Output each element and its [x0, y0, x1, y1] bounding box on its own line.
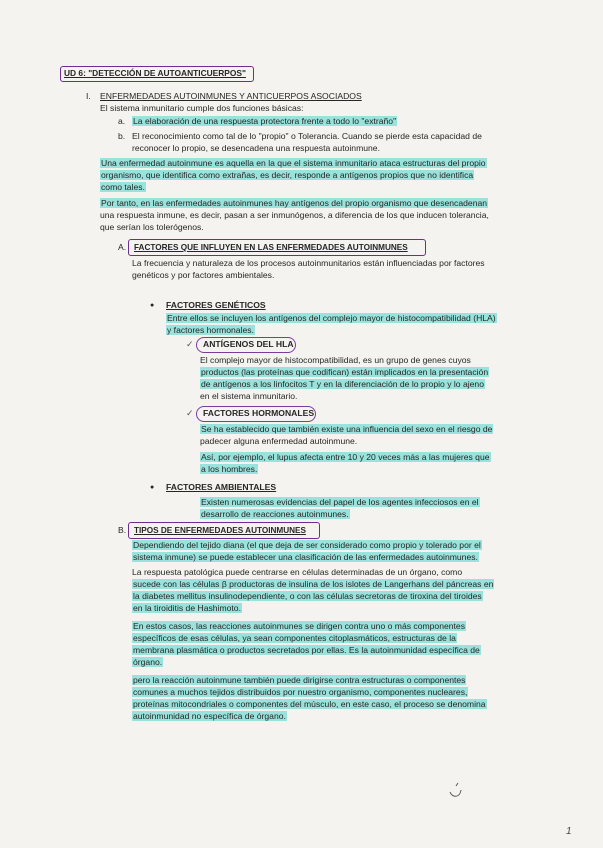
types-p1-line-1: [132, 540, 482, 551]
section-a-heading: FACTORES QUE INFLUYEN EN LAS ENFERMEDADES AUTOINMUNES: [134, 243, 408, 252]
environmental-heading: FACTORES AMBIENTALES: [166, 482, 277, 492]
environmental-highlight-1: Existen numerosas evidencias del papel de los agentes infecciosos en el: [201, 497, 479, 507]
types-p2-line-4: [132, 603, 242, 614]
page-title: UD 6: "DETECCIÓN DE AUTOANTICUERPOS": [64, 68, 246, 78]
definition-highlight-1: Una enfermedad autoinmune es aquella en la que el sistema inmunitario ataca estructuras del propio: [101, 158, 486, 168]
section-a-intro-1: La frecuencia y naturaleza de los procesos autoinmunitarios están influenciadas por factores: [132, 258, 485, 268]
environmental-text-2: [200, 509, 350, 520]
types-p4-highlight-2: comunes a muchos tejidos distribuidos por nuestro organismo, componentes nucleares,: [133, 687, 468, 697]
hla-highlight-2: productos (las proteínas que codifican) están implicados en la presentación: [201, 367, 489, 377]
section-a-letter: A.: [118, 242, 127, 252]
types-p2-line-2: [132, 579, 494, 590]
hla-text-4: en el sistema inmunitario.: [200, 391, 298, 401]
types-p2-line-1: La respuesta patológica puede centrarse en células determinadas de un órgano, como: [132, 567, 463, 577]
antigens-line-1: [100, 198, 488, 209]
types-p4-line-3: [132, 699, 487, 710]
antigens-line-3: que serían los tolerógenos.: [100, 222, 204, 232]
section-1-heading: ENFERMEDADES AUTOINMUNES Y ANTICUERPOS ASOCIADOS: [100, 91, 362, 101]
pen-scribble-mark: [446, 780, 466, 800]
types-p1-line-2: [132, 552, 479, 563]
function-b-text-2: reconocer lo propio, se desencadena una respuesta autoinmune.: [132, 143, 380, 153]
definition-highlight-2: organismo, que identifica como extrañas, es decir, responde a antígenos propios que no identifica: [101, 170, 474, 180]
hla-heading: ANTÍGENOS DEL HLA: [203, 339, 294, 349]
bullet-environmental: ●: [150, 484, 155, 491]
types-p4-line-4: [132, 711, 287, 722]
genetic-highlight-1: Entre ellos se incluyen los antígenos del complejo mayor de histocompatibilidad (HLA): [167, 313, 496, 323]
environmental-highlight-2: desarrollo de reacciones autoinmunes.: [201, 509, 349, 519]
bullet-genetic: ●: [150, 302, 155, 309]
types-p2-highlight-4: en la tiroiditis de Hashimoto.: [133, 603, 241, 613]
types-p3-line-2: [132, 633, 457, 644]
function-b-letter: b.: [118, 131, 126, 141]
hormonal-heading: FACTORES HORMONALES: [203, 408, 315, 418]
check-icon-hla: ✓: [186, 339, 194, 349]
genetic-highlight-2: y factores hormonales.: [167, 325, 254, 335]
types-p3-highlight-1: En estos casos, las reacciones autoinmunes se dirigen contra uno o más componentes: [133, 621, 466, 631]
hla-text-1: El complejo mayor de histocompatibilidad, es un grupo de genes cuyos: [200, 355, 471, 365]
types-p3-line-1: [132, 621, 466, 632]
types-p2-line-3: [132, 591, 483, 602]
definition-line-3: [100, 182, 146, 193]
hla-text-3: [200, 379, 485, 390]
function-a-text: [132, 116, 397, 127]
genetic-heading: FACTORES GENÉTICOS: [166, 300, 266, 310]
hla-highlight-3: de antígenos a los linfocitos T y en la diferenciación de lo propio y lo ajeno: [201, 379, 484, 389]
definition-line-2: [100, 170, 474, 181]
section-1-intro: El sistema inmunitario cumple dos funciones básicas:: [100, 103, 304, 113]
types-p2-highlight-3: la diabetes mellitus insulinodependiente, o con las células secretoras de tiroxina del tiroides: [133, 591, 482, 601]
types-p1-highlight-2: sistema inmune) se puede establecer una clasificación de las enfermedades autoinmunes.: [133, 552, 478, 562]
types-p3-highlight-4: órgano.: [133, 657, 163, 667]
types-p3-line-4: [132, 657, 163, 668]
function-b-text-1: El reconocimiento como tal de lo "propio" o Tolerancia. Cuando se pierde esta capacidad de: [132, 131, 482, 141]
types-p4-highlight-1: pero la reacción autoinmune también puede dirigirse contra estructuras o componentes: [133, 675, 466, 685]
section-b-heading: TIPOS DE ENFERMEDADES AUTOINMUNES: [134, 526, 306, 535]
types-p1-highlight-1: Dependiendo del tejido diana (el que deja de ser considerado como propio y tolerado por el: [133, 540, 481, 550]
hormonal-text-1: [200, 424, 493, 435]
environmental-text-1: [200, 497, 480, 508]
section-1-number: I.: [86, 91, 91, 101]
types-p3-line-3: [132, 645, 481, 656]
check-icon-hormonal: ✓: [186, 408, 194, 418]
types-p2-highlight-2: sucede con las células β productoras de insulina de los islotes de Langerhans del páncreas en: [133, 579, 494, 589]
antigens-line-2: una respuesta inmune, es decir, pasan a ser inmunógenos, a diferencia de los que inducen tolerancia,: [100, 210, 489, 220]
hormonal-text-3: [200, 452, 491, 463]
definition-line-1: [100, 158, 487, 169]
hormonal-highlight-1: Se ha establecido que también existe una influencia del sexo en el riesgo de: [201, 424, 493, 434]
types-p4-line-2: [132, 687, 468, 698]
genetic-text-2: [166, 325, 255, 336]
types-p4-line-1: [132, 675, 466, 686]
function-a-letter: a.: [118, 116, 126, 126]
antigens-highlight-1: Por tanto, en las enfermedades autoinmunes hay antígenos del propio organismo que desencadenan: [101, 198, 488, 208]
types-p4-highlight-3: proteínas mitocondriales o componentes del músculo, en este caso, el proceso se denomina: [133, 699, 486, 709]
types-p3-highlight-3: membrana plasmática o productos secretados por ellas. Es la autoinmunidad específica de: [133, 645, 480, 655]
hormonal-highlight-4: a los hombres.: [201, 464, 258, 474]
section-b-letter: B.: [118, 525, 127, 535]
genetic-text-1: [166, 313, 497, 324]
hormonal-text-4: [200, 464, 258, 475]
hla-text-2: [200, 367, 489, 378]
page-number: 1: [566, 826, 572, 837]
types-p4-highlight-4: autoinmunidad no específica de órgano.: [133, 711, 286, 721]
definition-highlight-3: como tales.: [101, 182, 145, 192]
types-p3-highlight-2: específicos de esas células, ya sean componentes citoplasmáticos, estructuras de la: [133, 633, 456, 643]
function-a-highlight: La elaboración de una respuesta protectora frente a todo lo "extraño": [133, 116, 397, 126]
hormonal-text-2: padecer alguna enfermedad autoinmune.: [200, 436, 358, 446]
hormonal-highlight-3: Así, por ejemplo, el lupus afecta entre 10 y 20 veces más a las mujeres que: [201, 452, 490, 462]
section-a-intro-2: genéticos y por factores ambientales.: [132, 270, 275, 280]
